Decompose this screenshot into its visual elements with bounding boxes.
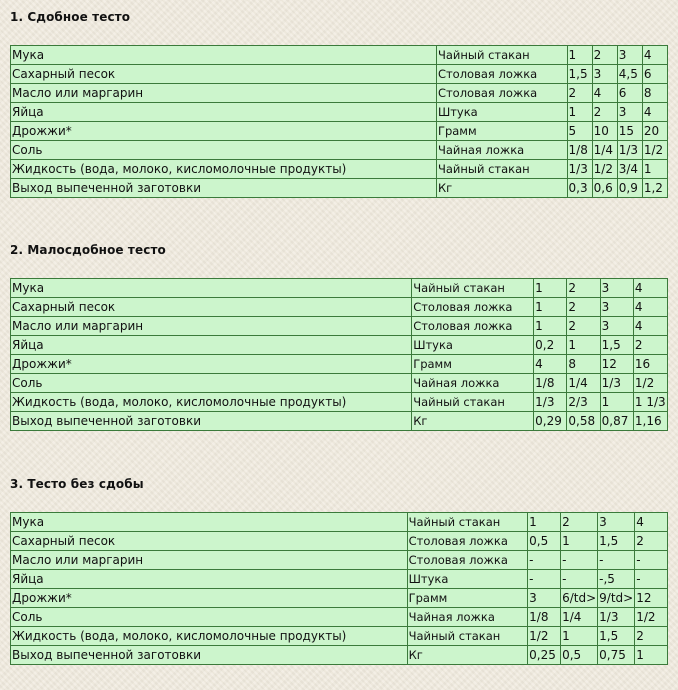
table-row [11,646,668,665]
table-row [11,141,668,160]
ingredient-name: Соль [11,608,408,627]
value-cell: 9/td> [598,589,635,608]
value-cell: 0,5 [561,646,598,665]
unit-cell: Грамм [407,589,528,608]
value-cell: 1/4 [567,374,600,393]
recipe-table-3 [10,512,668,665]
value-cell: - [528,551,561,570]
unit-cell: Штука [412,336,534,355]
value-cell: 2 [592,46,617,65]
value-cell: 2 [567,317,600,336]
value-cell: - [598,551,635,570]
unit-cell: Кг [407,646,528,665]
value-cell: 3 [600,317,633,336]
table-row [11,589,668,608]
value-cell: 6/td> [561,589,598,608]
unit-cell: Чайная ложка [412,374,534,393]
value-cell: 1/2 [528,627,561,646]
ingredient-name: Дрожжи* [11,355,412,374]
table-row [11,532,668,551]
value-cell: 2/3 [567,393,600,412]
unit-cell: Штука [407,570,528,589]
ingredient-name: Масло или маргарин [11,84,437,103]
unit-cell: Чайный стакан [412,279,534,298]
value-cell: 8 [642,84,667,103]
ingredient-name: Жидкость (вода, молоко, кисломолочные продукты) [11,627,408,646]
value-cell: 20 [642,122,667,141]
unit-cell: Чайная ложка [407,608,528,627]
table-row [11,279,668,298]
value-cell: 1 [567,103,592,122]
value-cell: 0,2 [534,336,567,355]
table-row [11,122,668,141]
ingredient-name: Масло или маргарин [11,317,412,336]
table-row [11,374,668,393]
value-cell: 1/8 [567,141,592,160]
value-cell: 1/4 [592,141,617,160]
value-cell: 6 [617,84,642,103]
value-cell: 2 [567,84,592,103]
value-cell: 15 [617,122,642,141]
table-row [11,317,668,336]
table-row [11,179,668,198]
value-cell: 0,75 [598,646,635,665]
table-row [11,608,668,627]
value-cell: - [528,570,561,589]
value-cell: 0,3 [567,179,592,198]
value-cell: 1,2 [642,179,667,198]
value-cell: 2 [567,279,600,298]
unit-cell: Столовая ложка [407,532,528,551]
value-cell: - [635,570,668,589]
unit-cell: Столовая ложка [407,551,528,570]
value-cell: 1 [534,317,567,336]
unit-cell: Чайный стакан [407,513,528,532]
unit-cell: Кг [412,412,534,431]
ingredient-name: Мука [11,513,408,532]
value-cell: 1 [561,532,598,551]
value-cell: 1,5 [598,532,635,551]
table-row [11,393,668,412]
value-cell: 1/3 [617,141,642,160]
value-cell: 2 [561,513,598,532]
table-row [11,551,668,570]
ingredient-name: Сахарный песок [11,532,408,551]
value-cell: 1/2 [592,160,617,179]
value-cell: 4 [635,513,668,532]
ingredient-name: Дрожжи* [11,122,437,141]
value-cell: 4,5 [617,65,642,84]
ingredient-name: Соль [11,374,412,393]
value-cell: 1,5 [567,65,592,84]
value-cell: 0,6 [592,179,617,198]
value-cell: 1/3 [534,393,567,412]
unit-cell: Чайный стакан [436,160,567,179]
value-cell: 1/8 [534,374,567,393]
value-cell: 8 [567,355,600,374]
value-cell: 3 [528,589,561,608]
ingredient-name: Яйца [11,103,437,122]
value-cell: 16 [633,355,667,374]
value-cell: 1,16 [633,412,667,431]
unit-cell: Столовая ложка [436,84,567,103]
value-cell: 4 [642,46,667,65]
value-cell: 12 [635,589,668,608]
value-cell: 1,5 [600,336,633,355]
ingredient-name: Выход выпеченной заготовки [11,412,412,431]
table-row [11,570,668,589]
value-cell: 4 [642,103,667,122]
table-row [11,513,668,532]
value-cell: 0,29 [534,412,567,431]
value-cell: 3 [592,65,617,84]
ingredient-name: Жидкость (вода, молоко, кисломолочные продукты) [11,393,412,412]
ingredient-name: Соль [11,141,437,160]
value-cell: 0,5 [528,532,561,551]
value-cell: 4 [534,355,567,374]
value-cell: 0,25 [528,646,561,665]
value-cell: 1,5 [598,627,635,646]
table-row [11,298,668,317]
value-cell: 3 [600,279,633,298]
value-cell: 1/2 [633,374,667,393]
value-cell: 4 [633,298,667,317]
value-cell: - [635,551,668,570]
unit-cell: Штука [436,103,567,122]
ingredient-name: Мука [11,279,412,298]
ingredient-name: Масло или маргарин [11,551,408,570]
recipe-table-1 [10,45,668,198]
value-cell: 4 [592,84,617,103]
value-cell: -,5 [598,570,635,589]
value-cell: 1 [534,279,567,298]
value-cell: 2 [635,532,668,551]
unit-cell: Грамм [436,122,567,141]
section-title-3: 3. Тесто без сдобы [10,477,144,491]
section-title-1: 1. Сдобное тесто [10,10,131,24]
value-cell: 1/2 [635,608,668,627]
table-row [11,65,668,84]
value-cell: 1 [528,513,561,532]
value-cell: 12 [600,355,633,374]
value-cell: 2 [592,103,617,122]
value-cell: 1/3 [600,374,633,393]
ingredient-name: Выход выпеченной заготовки [11,179,437,198]
value-cell: 1 [567,336,600,355]
ingredient-name: Дрожжи* [11,589,408,608]
unit-cell: Столовая ложка [436,65,567,84]
recipe-table-2 [10,278,668,431]
value-cell: 1 [642,160,667,179]
value-cell: 0,58 [567,412,600,431]
value-cell: 1 1/3 [633,393,667,412]
value-cell: - [561,551,598,570]
value-cell: 4 [633,279,667,298]
table-row [11,46,668,65]
value-cell: 4 [633,317,667,336]
unit-cell: Чайный стакан [407,627,528,646]
unit-cell: Чайный стакан [412,393,534,412]
value-cell: 1/2 [642,141,667,160]
value-cell: 1 [567,46,592,65]
table-row [11,103,668,122]
value-cell: 3 [600,298,633,317]
value-cell: 1 [600,393,633,412]
unit-cell: Грамм [412,355,534,374]
unit-cell: Столовая ложка [412,317,534,336]
value-cell: 1/3 [598,608,635,627]
table-row [11,160,668,179]
table-row [11,355,668,374]
unit-cell: Чайная ложка [436,141,567,160]
value-cell: - [561,570,598,589]
value-cell: 1 [561,627,598,646]
ingredient-name: Сахарный песок [11,65,437,84]
value-cell: 2 [635,627,668,646]
value-cell: 3 [617,103,642,122]
value-cell: 10 [592,122,617,141]
section-title-2: 2. Малосдобное тесто [10,243,166,257]
value-cell: 1 [534,298,567,317]
value-cell: 2 [633,336,667,355]
value-cell: 0,9 [617,179,642,198]
table-row [11,84,668,103]
unit-cell: Столовая ложка [412,298,534,317]
ingredient-name: Яйца [11,570,408,589]
table-row [11,336,668,355]
ingredient-name: Мука [11,46,437,65]
table-row [11,627,668,646]
value-cell: 1/8 [528,608,561,627]
value-cell: 3 [617,46,642,65]
value-cell: 2 [567,298,600,317]
value-cell: 0,87 [600,412,633,431]
value-cell: 3/4 [617,160,642,179]
value-cell: 1/4 [561,608,598,627]
ingredient-name: Жидкость (вода, молоко, кисломолочные продукты) [11,160,437,179]
ingredient-name: Яйца [11,336,412,355]
value-cell: 1/3 [567,160,592,179]
value-cell: 1 [635,646,668,665]
value-cell: 5 [567,122,592,141]
unit-cell: Чайный стакан [436,46,567,65]
ingredient-name: Сахарный песок [11,298,412,317]
table-row [11,412,668,431]
value-cell: 6 [642,65,667,84]
ingredient-name: Выход выпеченной заготовки [11,646,408,665]
value-cell: 3 [598,513,635,532]
unit-cell: Кг [436,179,567,198]
